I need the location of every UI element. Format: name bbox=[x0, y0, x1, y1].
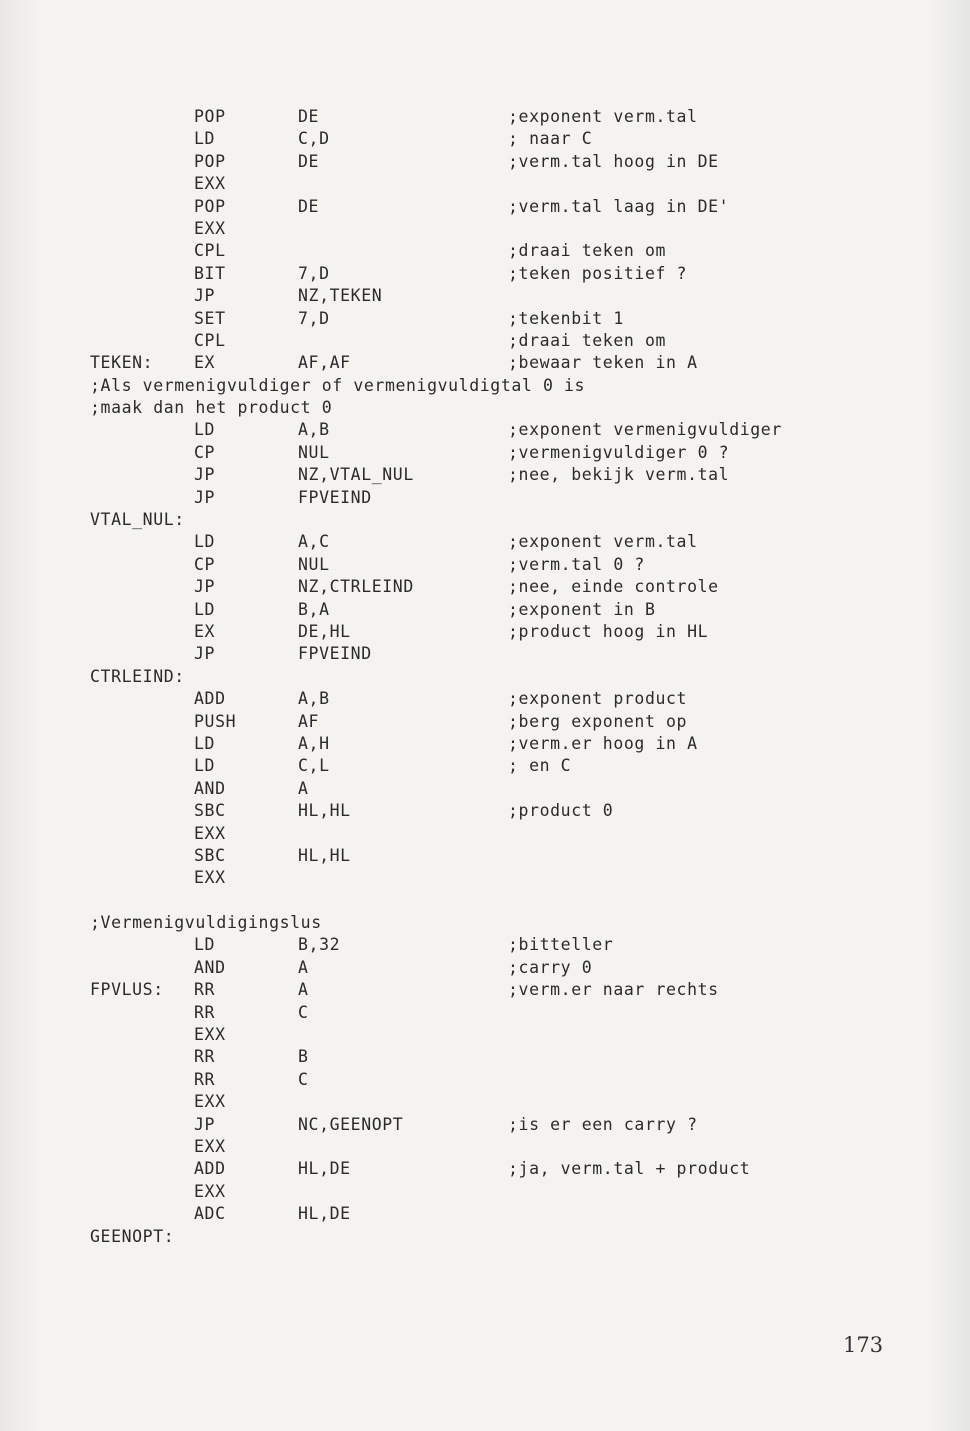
code-full-line: ;Als vermenigvuldiger of vermenigvuldigtal 0 is bbox=[90, 375, 586, 395]
code-label: TEKEN: bbox=[90, 353, 154, 373]
code-line bbox=[90, 128, 890, 150]
code-comment: ;draai teken om bbox=[508, 241, 667, 261]
code-operand: A,C bbox=[298, 532, 330, 552]
code-opcode: EXX bbox=[194, 1092, 226, 1112]
code-line bbox=[90, 285, 890, 307]
code-comment: ;verm.er hoog in A bbox=[508, 733, 698, 753]
code-line bbox=[90, 1114, 890, 1136]
code-line bbox=[90, 397, 890, 419]
code-line bbox=[90, 800, 890, 822]
code-operand: C,L bbox=[298, 756, 330, 776]
code-opcode: RR bbox=[194, 1002, 216, 1022]
code-operand: C bbox=[298, 1069, 309, 1089]
code-operand: NZ,TEKEN bbox=[298, 286, 383, 306]
code-line bbox=[90, 531, 890, 553]
code-line bbox=[90, 890, 890, 912]
code-opcode: CP bbox=[194, 554, 216, 574]
code-opcode: JP bbox=[194, 1114, 216, 1134]
code-operand: A bbox=[298, 957, 309, 977]
code-line bbox=[90, 1046, 890, 1068]
code-opcode: POP bbox=[194, 196, 226, 216]
code-comment: ;bitteller bbox=[508, 935, 614, 955]
code-comment: ;bewaar teken in A bbox=[508, 353, 698, 373]
code-opcode: JP bbox=[194, 286, 216, 306]
code-comment: ;verm.tal hoog in DE bbox=[508, 151, 719, 171]
code-operand: FPVEIND bbox=[298, 487, 372, 507]
code-opcode: ADD bbox=[194, 689, 226, 709]
code-line bbox=[90, 1181, 890, 1203]
code-operand: FPVEIND bbox=[298, 644, 372, 664]
code-line bbox=[90, 733, 890, 755]
code-comment: ;vermenigvuldiger 0 ? bbox=[508, 442, 730, 462]
code-operand: NZ,CTRLEIND bbox=[298, 577, 414, 597]
code-opcode: RR bbox=[194, 980, 216, 1000]
code-operand: DE bbox=[298, 107, 320, 126]
code-comment: ; naar C bbox=[508, 129, 593, 149]
code-line bbox=[90, 330, 890, 352]
code-operand: HL,DE bbox=[298, 1204, 351, 1224]
code-opcode: JP bbox=[194, 465, 216, 485]
code-line bbox=[90, 1226, 890, 1248]
code-comment: ;product hoog in HL bbox=[508, 621, 709, 641]
code-operand: B,32 bbox=[298, 935, 341, 955]
code-opcode: POP bbox=[194, 151, 226, 171]
code-opcode: CP bbox=[194, 442, 216, 462]
assembly-listing bbox=[90, 106, 890, 1248]
code-line bbox=[90, 823, 890, 845]
code-operand: NC,GEENOPT bbox=[298, 1114, 404, 1134]
code-comment: ;product 0 bbox=[508, 801, 614, 821]
code-full-line: ;Vermenigvuldigingslus bbox=[90, 913, 322, 933]
code-comment: ;ja, verm.tal + product bbox=[508, 1159, 751, 1179]
code-line bbox=[90, 464, 890, 486]
code-opcode: LD bbox=[194, 935, 216, 955]
code-opcode: LD bbox=[194, 420, 216, 440]
code-opcode: POP bbox=[194, 107, 226, 126]
code-opcode: LD bbox=[194, 129, 216, 149]
code-opcode: LD bbox=[194, 599, 216, 619]
code-line bbox=[90, 1024, 890, 1046]
code-opcode: EXX bbox=[194, 1136, 226, 1156]
code-operand: C bbox=[298, 1002, 309, 1022]
code-comment: ;tekenbit 1 bbox=[508, 308, 624, 328]
code-opcode: AND bbox=[194, 957, 226, 977]
code-line bbox=[90, 106, 890, 128]
code-comment: ;exponent product bbox=[508, 689, 688, 709]
code-line bbox=[90, 352, 890, 374]
code-line bbox=[90, 845, 890, 867]
code-opcode: PUSH bbox=[194, 711, 237, 731]
code-comment: ;verm.er naar rechts bbox=[508, 980, 719, 1000]
code-line bbox=[90, 263, 890, 285]
code-operand: NZ,VTAL_NUL bbox=[298, 465, 414, 485]
code-operand: 7,D bbox=[298, 308, 330, 328]
code-opcode: EXX bbox=[194, 1025, 226, 1045]
code-operand: A,H bbox=[298, 733, 330, 753]
code-line bbox=[90, 778, 890, 800]
code-opcode: CPL bbox=[194, 330, 226, 350]
code-line bbox=[90, 1203, 890, 1225]
code-operand: DE bbox=[298, 196, 320, 216]
code-operand: 7,D bbox=[298, 263, 330, 283]
code-comment: ;is er een carry ? bbox=[508, 1114, 698, 1134]
code-comment: ;verm.tal laag in DE' bbox=[508, 196, 730, 216]
code-operand: C,D bbox=[298, 129, 330, 149]
code-operand: HL,HL bbox=[298, 801, 351, 821]
code-operand: HL,DE bbox=[298, 1159, 351, 1179]
code-opcode: EXX bbox=[194, 823, 226, 843]
code-line bbox=[90, 576, 890, 598]
code-opcode: SBC bbox=[194, 845, 226, 865]
code-comment: ;exponent verm.tal bbox=[508, 532, 698, 552]
code-comment: ;berg exponent op bbox=[508, 711, 688, 731]
code-full-line: GEENOPT: bbox=[90, 1226, 175, 1246]
code-line bbox=[90, 912, 890, 934]
code-comment: ;exponent in B bbox=[508, 599, 656, 619]
code-opcode: SET bbox=[194, 308, 226, 328]
code-comment: ;nee, bekijk verm.tal bbox=[508, 465, 730, 485]
code-full-line: VTAL_NUL: bbox=[90, 510, 185, 530]
code-comment: ;exponent verm.tal bbox=[508, 107, 698, 126]
code-operand: NUL bbox=[298, 442, 330, 462]
code-operand: HL,HL bbox=[298, 845, 351, 865]
code-line bbox=[90, 1158, 890, 1180]
code-line bbox=[90, 688, 890, 710]
code-label: FPVLUS: bbox=[90, 980, 164, 1000]
code-comment: ;verm.tal 0 ? bbox=[508, 554, 645, 574]
code-opcode: JP bbox=[194, 487, 216, 507]
code-opcode: LD bbox=[194, 532, 216, 552]
code-line bbox=[90, 554, 890, 576]
page-number: 173 bbox=[843, 1333, 884, 1357]
code-opcode: EXX bbox=[194, 868, 226, 888]
code-line bbox=[90, 934, 890, 956]
code-opcode: EXX bbox=[194, 218, 226, 238]
code-line bbox=[90, 173, 890, 195]
code-line bbox=[90, 240, 890, 262]
code-comment: ; en C bbox=[508, 756, 572, 776]
code-operand: B bbox=[298, 1047, 309, 1067]
code-opcode: BIT bbox=[194, 263, 226, 283]
code-line bbox=[90, 487, 890, 509]
code-line bbox=[90, 1136, 890, 1158]
code-opcode: ADC bbox=[194, 1204, 226, 1224]
code-line bbox=[90, 957, 890, 979]
code-comment: ;teken positief ? bbox=[508, 263, 688, 283]
code-operand: A bbox=[298, 778, 309, 798]
code-line bbox=[90, 1091, 890, 1113]
code-line bbox=[90, 755, 890, 777]
code-line bbox=[90, 375, 890, 397]
code-line bbox=[90, 196, 890, 218]
code-line bbox=[90, 643, 890, 665]
code-opcode: AND bbox=[194, 778, 226, 798]
code-line bbox=[90, 509, 890, 531]
code-line bbox=[90, 1002, 890, 1024]
code-line bbox=[90, 151, 890, 173]
code-comment: ;exponent vermenigvuldiger bbox=[508, 420, 782, 440]
code-operand: AF bbox=[298, 711, 320, 731]
code-opcode: LD bbox=[194, 756, 216, 776]
code-opcode: JP bbox=[194, 577, 216, 597]
code-opcode: ADD bbox=[194, 1159, 226, 1179]
code-line bbox=[90, 218, 890, 240]
code-operand: A,B bbox=[298, 420, 330, 440]
code-operand: AF,AF bbox=[298, 353, 351, 373]
code-operand: A bbox=[298, 980, 309, 1000]
code-line bbox=[90, 979, 890, 1001]
code-line bbox=[90, 1069, 890, 1091]
code-opcode: RR bbox=[194, 1047, 216, 1067]
code-opcode: EX bbox=[194, 621, 216, 641]
code-operand: DE,HL bbox=[298, 621, 351, 641]
code-line bbox=[90, 419, 890, 441]
code-line bbox=[90, 621, 890, 643]
code-opcode: SBC bbox=[194, 801, 226, 821]
code-comment: ;nee, einde controle bbox=[508, 577, 719, 597]
code-operand: NUL bbox=[298, 554, 330, 574]
code-full-line: ;maak dan het product 0 bbox=[90, 398, 333, 418]
code-line bbox=[90, 711, 890, 733]
code-line bbox=[90, 666, 890, 688]
code-operand: DE bbox=[298, 151, 320, 171]
code-opcode: EX bbox=[194, 353, 216, 373]
code-line bbox=[90, 308, 890, 330]
code-operand: A,B bbox=[298, 689, 330, 709]
code-operand: B,A bbox=[298, 599, 330, 619]
code-comment: ;draai teken om bbox=[508, 330, 667, 350]
code-opcode: RR bbox=[194, 1069, 216, 1089]
code-opcode: LD bbox=[194, 733, 216, 753]
code-opcode: CPL bbox=[194, 241, 226, 261]
code-opcode: EXX bbox=[194, 174, 226, 194]
code-opcode: JP bbox=[194, 644, 216, 664]
code-line bbox=[90, 442, 890, 464]
code-comment: ;carry 0 bbox=[508, 957, 593, 977]
code-opcode: EXX bbox=[194, 1181, 226, 1201]
code-line bbox=[90, 599, 890, 621]
code-full-line: CTRLEIND: bbox=[90, 666, 185, 686]
code-line bbox=[90, 867, 890, 889]
